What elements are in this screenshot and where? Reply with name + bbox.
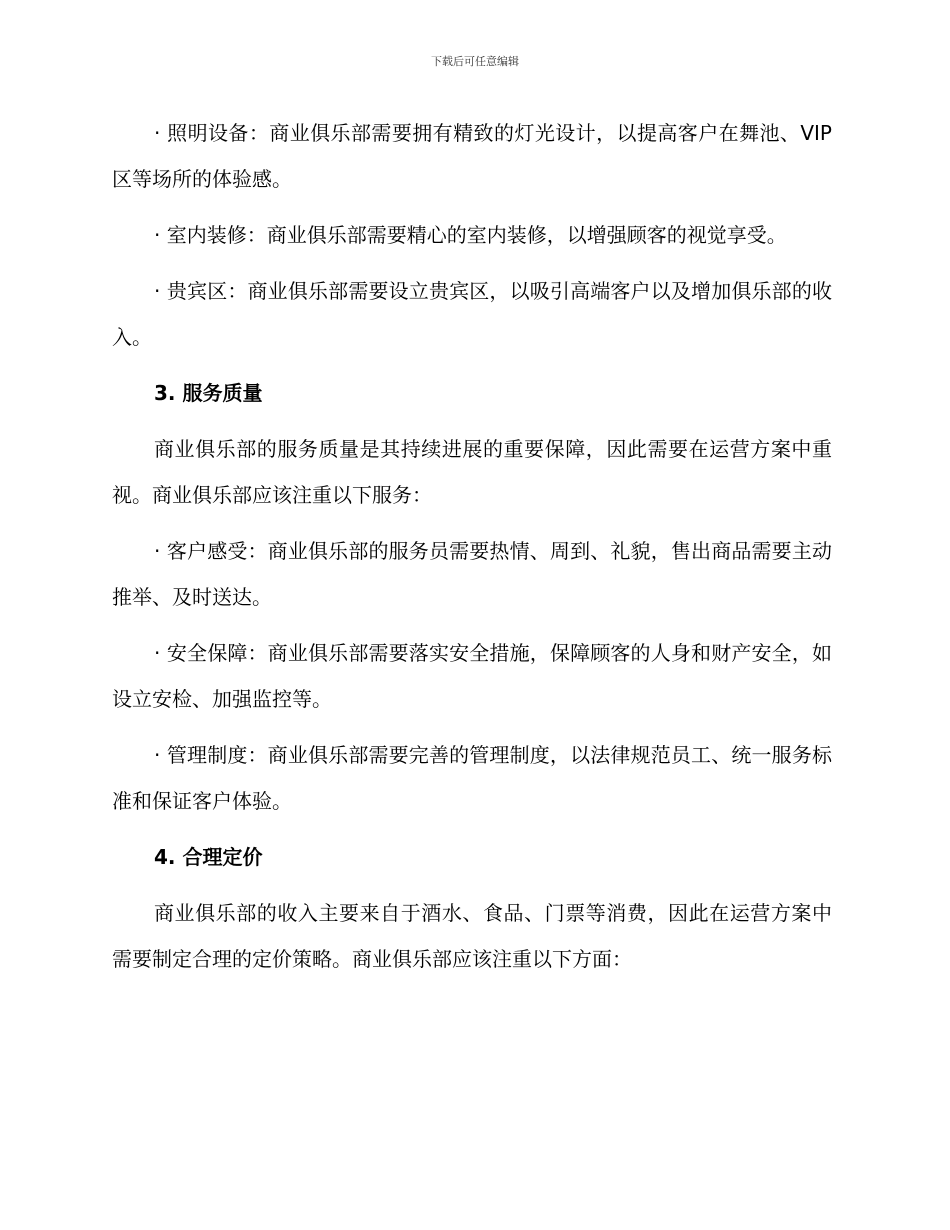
bullet-customer-experience: · 客户感受：商业俱乐部的服务员需要热情、周到、礼貌，售出商品需要主动推举、及时送达。 <box>112 539 832 609</box>
paragraph-service-quality-intro: 商业俱乐部的服务质量是其持续进展的重要保障，因此需要在运营方案中重视。商业俱乐部应该注重以下服务： <box>112 437 832 507</box>
bullet-management-system: · 管理制度：商业俱乐部需要完善的管理制度，以法律规范员工、统一服务标准和保证客户体验。 <box>112 743 832 813</box>
bullet-lighting-equipment: · 照明设备：商业俱乐部需要拥有精致的灯光设计，以提高客户在舞池、VIP 区等场所的体验感。 <box>112 121 832 191</box>
paragraph-pricing-intro: 商业俱乐部的收入主要来自于酒水、食品、门票等消费，因此在运营方案中需要制定合理的定价策略。商业俱乐部应该注重以下方面： <box>112 901 832 971</box>
bullet-vip-area: · 贵宾区：商业俱乐部需要设立贵宾区，以吸引高端客户以及增加俱乐部的收入。 <box>112 279 832 349</box>
bullet-interior-decoration: · 室内装修：商业俱乐部需要精心的室内装修，以增强顾客的视觉享受。 <box>154 223 787 247</box>
section-heading-reasonable-pricing: 4. 合理定价 <box>154 845 263 869</box>
section-heading-service-quality: 3. 服务质量 <box>154 381 263 405</box>
page-header: 下载后可任意编辑 <box>431 55 519 68</box>
document-body <box>112 110 832 992</box>
bullet-safety-guarantee: · 安全保障：商业俱乐部需要落实安全措施，保障顾客的人身和财产安全，如设立安检、加强监控等。 <box>112 641 832 711</box>
